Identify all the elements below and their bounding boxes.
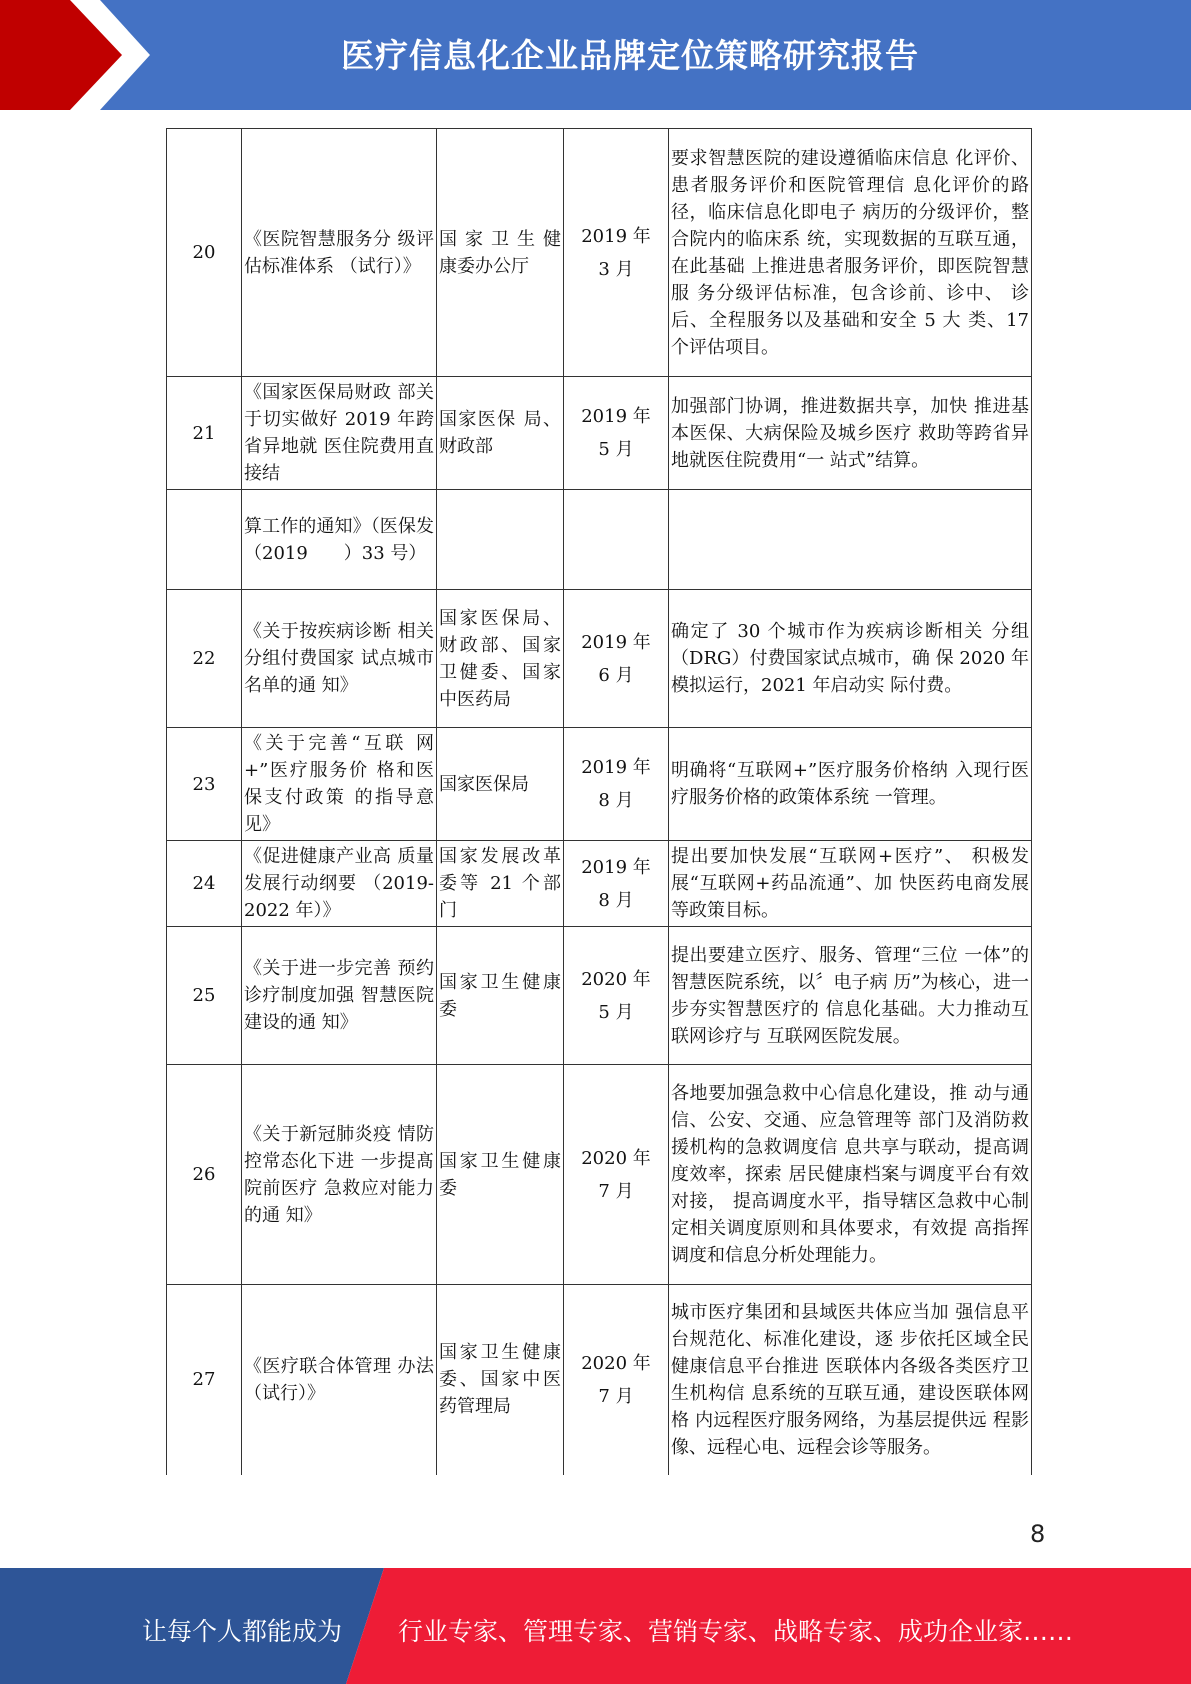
issuer-cell: 国家医保 局、财政部 — [437, 377, 564, 490]
date-cell — [564, 377, 669, 490]
policy-title-cell: 《促进健康产业高 质量发展行动纲要 （2019-2022 年）》 — [242, 841, 437, 927]
date-cell — [564, 490, 669, 590]
policy-table-body — [167, 129, 1032, 1475]
issuer-cell: 国家发展改革委等 21 个部门 — [437, 841, 564, 927]
date-month: 5 月 — [598, 439, 634, 460]
page-number: 8 — [1030, 1520, 1046, 1548]
date-year: 2020 年 — [581, 1147, 651, 1169]
issuer-cell: 国家医保局、财政部、国家卫健委、国家中医药局 — [437, 590, 564, 728]
date-cell — [564, 728, 669, 841]
table-row — [167, 590, 1032, 728]
issuer-cell: 国家医保局 — [437, 728, 564, 841]
date-year: 2020 年 — [581, 968, 651, 990]
row-number-cell: 26 — [167, 1065, 242, 1285]
table-row — [167, 377, 1032, 490]
date-year: 2019 年 — [581, 757, 651, 778]
policy-title-cell: 《关于新冠肺炎疫 情防控常态化下进 一步提髙院前医疗 急救应对能力的通 知》 — [242, 1065, 437, 1285]
row-number-cell: 21 — [167, 377, 242, 490]
description-cell: 明确将“互联网+”医疗服务价格纳 入现行医疗服务价格的政策体系统 一管理。 — [669, 728, 1032, 841]
table-row — [167, 1065, 1032, 1285]
date-month: 8 月 — [598, 790, 634, 811]
policy-title-cell: 《关于按疾病诊断 相关分组付费国家 试点城市名单的通 知》 — [242, 590, 437, 728]
date-cell — [564, 129, 669, 377]
description-cell: 要求智慧医院的建设遵循临床信息 化评价、患者服务评价和医院管理信 息化评价的路径，临床信息化即电子 病历的分级评价，整合院内的临床系 统，实现数据的互联互通，在此基础 上推进患者服务评价，即医院智慧服 务分级评估标准，包含诊前、诊中、 诊后、全程服务以及基础和安全 5 大 类、17 个评估项目。 — [669, 129, 1032, 377]
table-row — [167, 927, 1032, 1065]
date-year: 2019 年 — [581, 856, 651, 878]
row-number-cell: 27 — [167, 1285, 242, 1475]
table-row — [167, 1285, 1032, 1475]
policy-title-cell: 《医院智慧服务分 级评估标准体系 （试行）》 — [242, 129, 437, 377]
date-month: 7 月 — [598, 1385, 634, 1407]
date-year: 2019 年 — [581, 406, 651, 427]
date-cell — [564, 927, 669, 1065]
footer-slogan-right: 行业专家、管理专家、营销专家、战略专家、成功企业家…… — [398, 1617, 1074, 1646]
page-footer — [0, 1568, 1191, 1684]
policy-title-cell: 《国家医保局财政 部关于切实做好 2019 年跨省异地就 医住院费用直接结 — [242, 377, 437, 490]
description-cell — [669, 490, 1032, 590]
date-month: 6 月 — [598, 664, 634, 686]
description-cell: 提出要建立医疗、服务、管理“三位 一体”的智慧医院系统，以〞电子病 历”为核心，进一步夯实智慧医疗的 信息化基础。大力推动互联网诊疗与 互联网医院发展。 — [669, 927, 1032, 1065]
description-cell: 确定了 30 个城市作为疾病诊断相关 分组（DRG）付费国家试点城市，确 保 2020 年模拟运行，2021 年启动实 际付费。 — [669, 590, 1032, 728]
date-year: 2019 年 — [581, 225, 651, 247]
row-number-cell: 25 — [167, 927, 242, 1065]
row-number-cell: 24 — [167, 841, 242, 927]
row-number-cell: 22 — [167, 590, 242, 728]
policy-title-cell: 《医疗联合体管理 办法（试行）》 — [242, 1285, 437, 1475]
issuer-cell: 国家卫生健康委 — [437, 927, 564, 1065]
table-row — [167, 129, 1032, 377]
policy-table-wrap — [166, 128, 1029, 1475]
table-row — [167, 841, 1032, 927]
row-number-cell: 20 — [167, 129, 242, 377]
date-cell — [564, 590, 669, 728]
date-cell — [564, 1065, 669, 1285]
date-month: 5 月 — [598, 1001, 634, 1023]
table-row — [167, 490, 1032, 590]
policy-title-cell: 算工作的通知》（医保发（2019 ）33 号） — [242, 490, 437, 590]
issuer-cell: 国 家 卫 生 健 康委办公厅 — [437, 129, 564, 377]
date-year: 2020 年 — [581, 1352, 651, 1374]
page-header — [0, 0, 1191, 110]
row-number-cell — [167, 490, 242, 590]
issuer-cell: 国家卫生健康委、国家中医药管理局 — [437, 1285, 564, 1475]
header-arrow-icon — [0, 0, 160, 110]
policy-table — [166, 128, 1032, 1475]
footer-slogan-left: 让每个人都能成为 — [142, 1617, 343, 1646]
description-cell: 加强部门协调，推进数据共享，加快 推进基本医保、大病保险及城乡医疗 救助等跨省异地就医住院费用“一 站式”结算。 — [669, 377, 1032, 490]
date-month: 7 月 — [598, 1180, 634, 1202]
date-month: 3 月 — [598, 258, 634, 280]
description-cell: 提出要加快发展“互联网+医疗”、 积极发展“互联网+药品流通”、加 快医药电商发展等政策目标。 — [669, 841, 1032, 927]
date-cell — [564, 841, 669, 927]
row-number-cell: 23 — [167, 728, 242, 841]
table-row — [167, 728, 1032, 841]
date-year: 2019 年 — [581, 631, 651, 653]
policy-title-cell: 《关于完善“互联 网+”医疗服务价 格和医保支付政策 的指导意见》 — [242, 728, 437, 841]
issuer-cell — [437, 490, 564, 590]
date-month: 8 月 — [598, 889, 634, 911]
description-cell: 各地要加强急救中心信息化建设，推 动与通信、公安、交通、应急管理等 部门及消防救援机构的急救调度信 息共享与联动，提高调度效率，探索 居民健康档案与调度平台有效对接， 提高调度水平，指导辖区急救中心制 定相关调度原则和具体要求，有效提 高指挥调度和信息分析处理能力。 — [669, 1065, 1032, 1285]
policy-title-cell: 《关于进一步完善 预约诊疗制度加强 智慧医院建设的通 知》 — [242, 927, 437, 1065]
issuer-cell: 国家卫生健康委 — [437, 1065, 564, 1285]
date-cell — [564, 1285, 669, 1475]
description-cell: 城市医疗集团和县域医共体应当加 强信息平台规范化、标准化建设，逐 步依托区域全民健康信息平台推进 医联体内各级各类医疗卫生机构信 息系统的互联互通，建设医联体网格 内远程医疗服务网络，为基层提供远 程影像、远程心电、远程会诊等服务。 — [669, 1285, 1032, 1475]
report-title: 医疗信息化企业品牌定位策略研究报告 — [341, 36, 919, 75]
